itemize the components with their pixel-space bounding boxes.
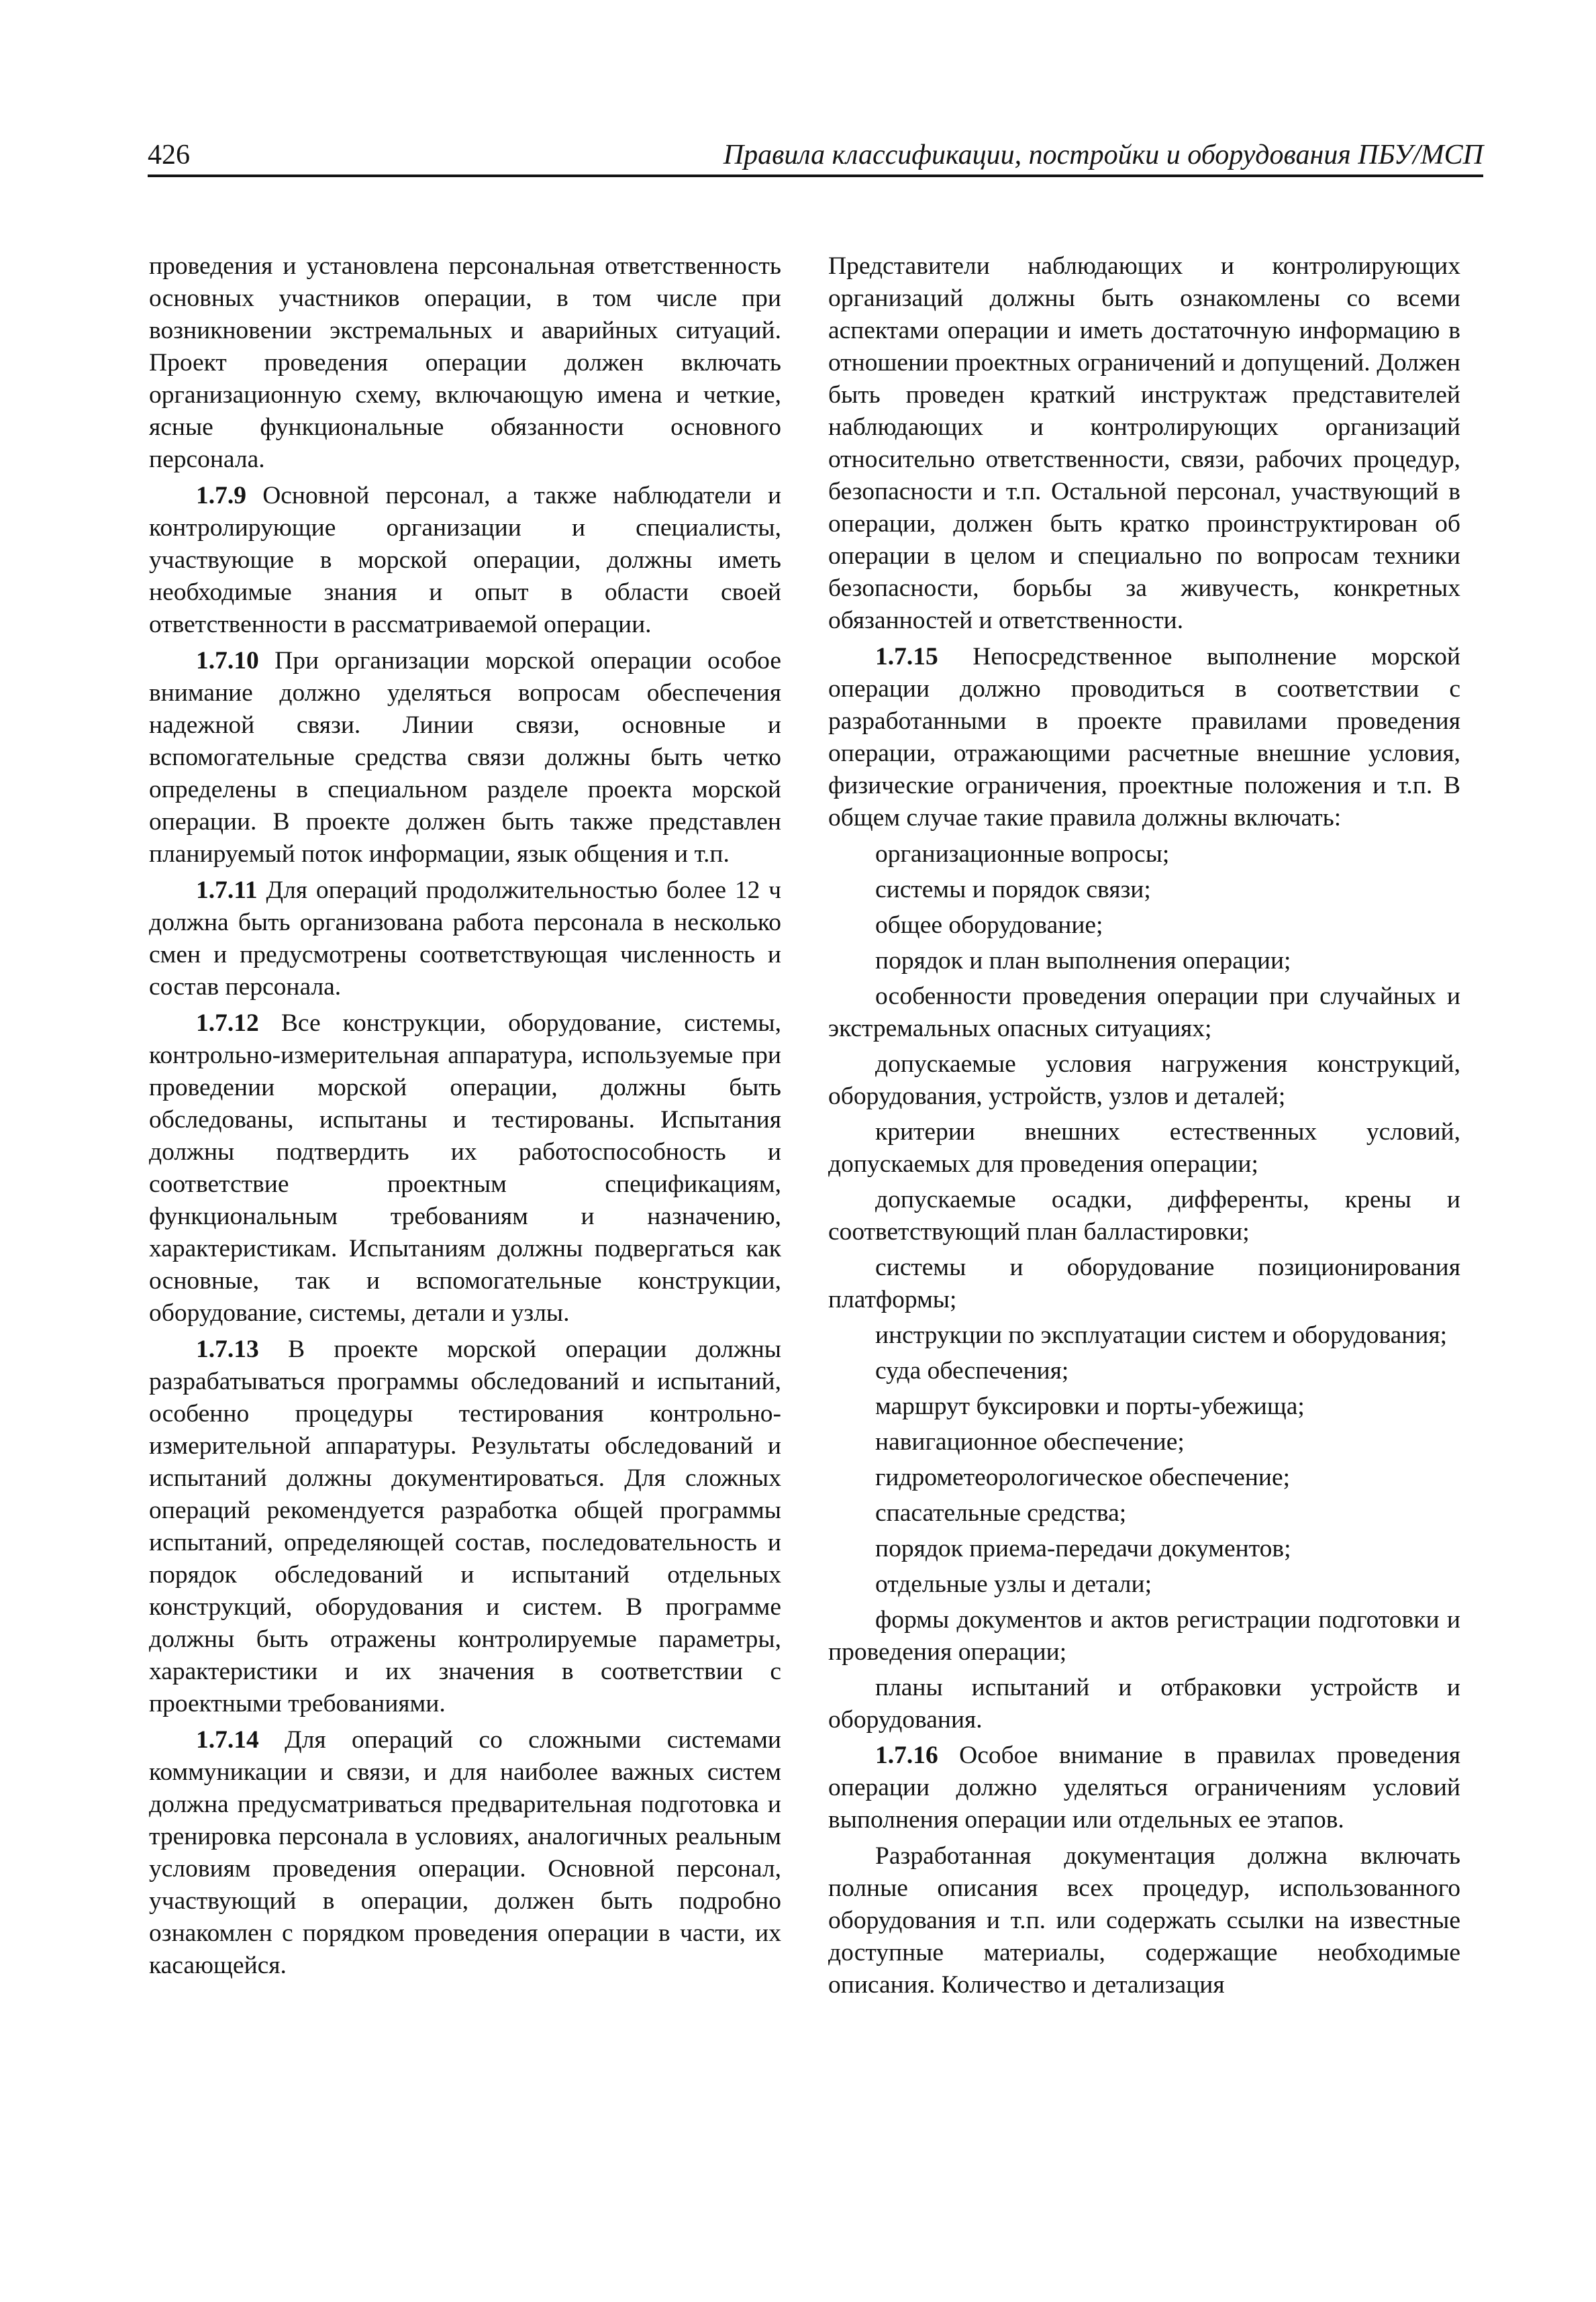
list-item: спасательные средства; xyxy=(875,1499,1127,1527)
clause-text: Основной персонал, а также наблюдатели и контролирующие организации и специалисты, участвующие в морской операции, должны иметь необходимые знания и опыт в области своей ответственности в рассматриваемой операции. xyxy=(149,482,782,638)
clause-text: В проекте морской операции должны разрабатываться программы обследований и испытаний, особенно процедуры тестирования контрольно-измерительной аппаратуры. Результаты обследований и испытаний должны документироваться. Для сложных операций рекомендуется разработка общей программы испытаний, определяющей состав, последовательность и порядок обследований и испытаний отдельных конструкций, оборудования и систем. В программе должны быть отражены контролируемые параметры, характеристики и их значения в соответствии с проектными требованиями. xyxy=(149,1336,782,1717)
clause-1-7-9 xyxy=(149,480,781,641)
list-item: планы испытаний и отбраковки устройств и оборудования. xyxy=(828,1674,1460,1734)
clause-number: 1.7.9 xyxy=(196,482,246,509)
clause-1-7-12 xyxy=(149,1007,781,1330)
clause-text: Для операций продолжительностью более 12 ч должна быть организована работа персонала в несколько смен и предусмотрены соответствующая численность и состав персонала. xyxy=(149,877,781,1001)
clause-1-7-11 xyxy=(149,874,781,1003)
clause-number: 1.7.14 xyxy=(196,1726,259,1754)
running-title: Правила классификации, постройки и оборудования ПБУ/МСП xyxy=(723,140,1483,170)
list-item: системы и оборудование позиционирования платформы; xyxy=(828,1254,1460,1313)
left-column xyxy=(149,250,781,1986)
clause-number: 1.7.15 xyxy=(875,643,938,670)
clause-text: Для операций со сложными системами коммуникации и связи, и для наиболее важных систем должна предусматриваться предварительная подготовка и тренировка персонала в условиях, аналогичных реальным условиям проведения операции. Основной персонал, участвующий в операции, должен быть подробно ознакомлен с порядком проведения операции в части, их касающейся. xyxy=(149,1726,781,1979)
list-item: суда обеспечения; xyxy=(875,1357,1069,1385)
list-item: системы и порядок связи; xyxy=(875,876,1151,903)
list-item: маршрут буксировки и порты-убежища; xyxy=(875,1393,1305,1420)
header-rule xyxy=(148,174,1483,177)
clause-number: 1.7.11 xyxy=(196,877,258,904)
page-number: 426 xyxy=(148,140,190,170)
clause-number: 1.7.16 xyxy=(875,1742,938,1769)
page-header xyxy=(148,132,1483,179)
list-item: допускаемые условия нагружения конструкций, оборудования, устройств, узлов и деталей; xyxy=(828,1050,1460,1110)
clause-1-7-10 xyxy=(149,645,781,870)
clause-1-7-14 xyxy=(149,1724,781,1982)
list-item: гидрометеорологическое обеспечение; xyxy=(875,1464,1291,1491)
clause-text: При организации морской операции особое внимание должно уделяться вопросам обеспечения надежной связи. Линии связи, основные и вспомогательные средства связи должны быть четко определены в специальном разделе проекта морской операции. В проекте должен быть также представлен планируемый поток информации, язык общения и т.п. xyxy=(149,647,781,868)
list-item: общее оборудование; xyxy=(875,911,1103,939)
clause-text: Непосредственное выполнение морской операции должно проводиться в соответствии с разработанными в проекте правилами проведения операции, отражающими расчетные внешние условия, физические ограничения, проектные положения и т.п. В общем случае такие правила должны включать: xyxy=(828,643,1460,832)
paragraph-closing: Разработанная документация должна включать полные описания всех процедур, использованного оборудования и т.п. или содержать ссылки на известные доступные материалы, содержащие необходимые описания. Количество и детализация xyxy=(828,1842,1460,1999)
paragraph-continuation: проведения и установлена персональная ответственность основных участников операции, в том числе при возникновении экстремальных и аварийных ситуаций. Проект проведения операции должен включать организационную схему, включающую имена и четкие, ясные функциональные обязанности основного персонала. xyxy=(149,252,781,473)
paragraph-intro: Представители наблюдающих и контролирующих организаций должны быть ознакомлены со всеми аспектами операции и иметь достаточную информацию в отношении проектных ограничений и допущений. Должен быть проведен краткий инструктаж представителей наблюдающих и контролирующих организаций относительно ответственности, связи, рабочих процедур, безопасности и т.п. Остальной персонал, участвующий в операции, должен быть кратко проинструктирован об операции в целом и специально по вопросам техники безопасности, борьбы за живучесть, конкретных обязанностей и ответственности. xyxy=(828,252,1460,634)
list-item: порядок и план выполнения операции; xyxy=(875,947,1291,974)
clause-number: 1.7.10 xyxy=(196,647,259,674)
list-item: допускаемые осадки, дифференты, крены и соответствующий план балластировки; xyxy=(828,1186,1460,1246)
clause-1-7-13 xyxy=(149,1334,781,1720)
list-item: формы документов и актов регистрации подготовки и проведения операции; xyxy=(828,1606,1460,1666)
list-item: инструкции по эксплуатации систем и оборудования; xyxy=(875,1321,1448,1349)
clause-text: Особое внимание в правилах проведения операции должно уделяться ограничениям условий выполнения операции или отдельных ее этапов. xyxy=(828,1742,1461,1834)
list-item: отдельные узлы и детали; xyxy=(875,1570,1152,1598)
list-item: особенности проведения операции при случайных и экстремальных опасных ситуациях; xyxy=(828,983,1460,1042)
list-item: критерии внешних естественных условий, допускаемых для проведения операции; xyxy=(828,1118,1460,1178)
list-item: порядок приема-передачи документов; xyxy=(875,1535,1291,1562)
list-item: организационные вопросы; xyxy=(875,840,1170,868)
list-item: навигационное обеспечение; xyxy=(875,1428,1185,1456)
right-column xyxy=(828,250,1460,2005)
clause-1-7-16 xyxy=(828,1740,1460,1836)
clause-number: 1.7.13 xyxy=(196,1336,259,1363)
clause-number: 1.7.12 xyxy=(196,1009,259,1037)
clause-1-7-15 xyxy=(828,641,1460,834)
clause-text: Все конструкции, оборудование, системы, контрольно-измерительная аппаратура, используемые при проведении морской операции, должны быть обследованы, испытаны и тестированы. Испытания должны подтвердить их работоспособность и соответствие проектным спецификациям, функциональным требованиям и назначению, характеристикам. Испытаниям должны подвергаться как основные, так и вспомогательные конструкции, оборудование, системы, детали и узлы. xyxy=(149,1009,781,1327)
